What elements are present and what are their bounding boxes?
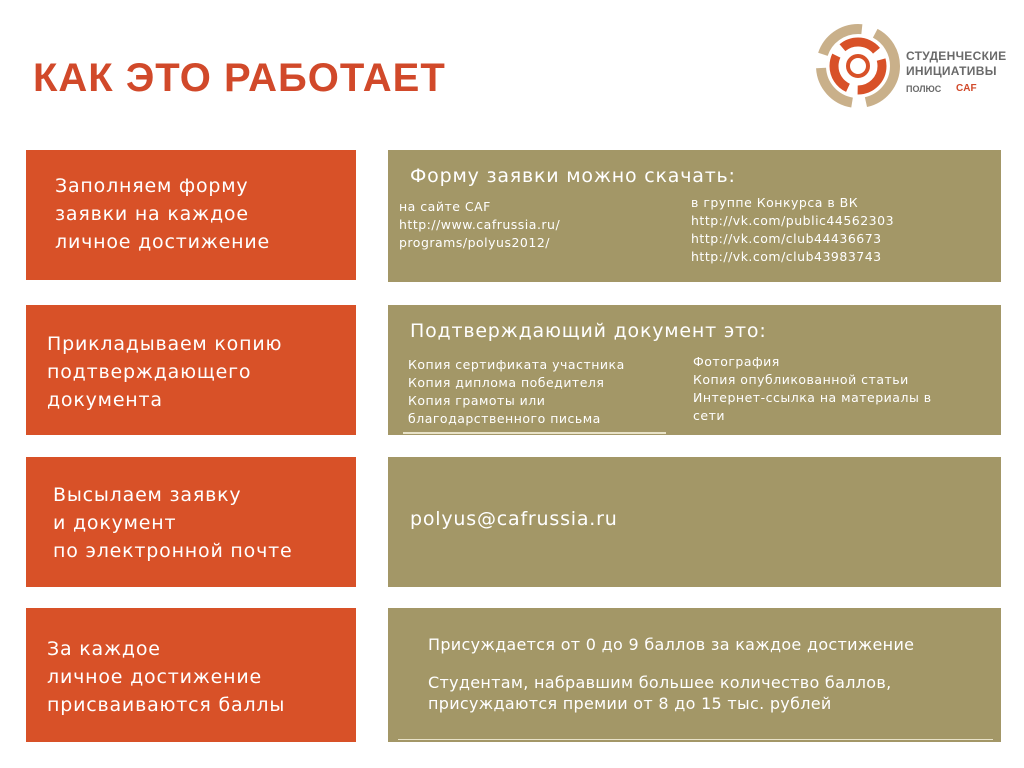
partner-polyus-logo: ПОЛЮС (906, 84, 942, 94)
email-panel (388, 457, 1001, 587)
swirl-logo-icon (816, 24, 900, 108)
step-text: Прикладываем копию подтверждающего документа (47, 333, 283, 411)
divider (398, 739, 993, 740)
vk-group-links[interactable]: в группе Конкурса в ВК http://vk.com/public44562303 http://vk.com/club44436673 http://vk.com/club43983743 (691, 195, 895, 264)
document-types-right: Фотография Копия опубликованной статьи Интернет-ссылка на материалы в сети (693, 354, 932, 423)
points-description: Присуждается от 0 до 9 баллов за каждое достижение (428, 635, 915, 654)
prize-description: Студентам, набравшим большее количество баллов, присуждаются премии от 8 до 15 тыс. рублей (428, 673, 892, 713)
points-panel (388, 608, 1001, 742)
step-attach-document (26, 305, 356, 435)
logo-text-line2: ИНИЦИАТИВЫ (906, 64, 997, 78)
step-send-email (26, 457, 356, 587)
caf-site-link[interactable]: на сайте CAF http://www.cafrussia.ru/ programs/polyus2012/ (399, 199, 561, 250)
page-title: КАК ЭТО РАБОТАЕТ (33, 56, 446, 100)
document-types-left: Копия сертификата участника Копия диплома победителя Копия грамоты или благодарственного письма (408, 357, 625, 426)
step-text: Заполняем форму заявки на каждое личное достижение (55, 175, 270, 253)
student-initiatives-logo (816, 24, 1007, 108)
step-text: Высылаем заявку и документ по электронной почте (53, 484, 293, 562)
document-panel-title: Подтверждающий документ это: (410, 320, 767, 342)
logo-text-line1: СТУДЕНЧЕСКИЕ (906, 49, 1007, 63)
download-panel (388, 150, 1001, 282)
partner-caf-logo: CAF (956, 83, 977, 94)
step-points (26, 608, 356, 742)
step-fill-form (26, 150, 356, 280)
download-panel-title: Форму заявки можно скачать: (410, 165, 736, 187)
step-text: За каждое личное достижение присваиваются баллы (47, 638, 286, 716)
divider (403, 432, 666, 434)
document-panel (388, 305, 1001, 435)
email-address-link[interactable]: polyus@cafrussia.ru (410, 508, 618, 530)
